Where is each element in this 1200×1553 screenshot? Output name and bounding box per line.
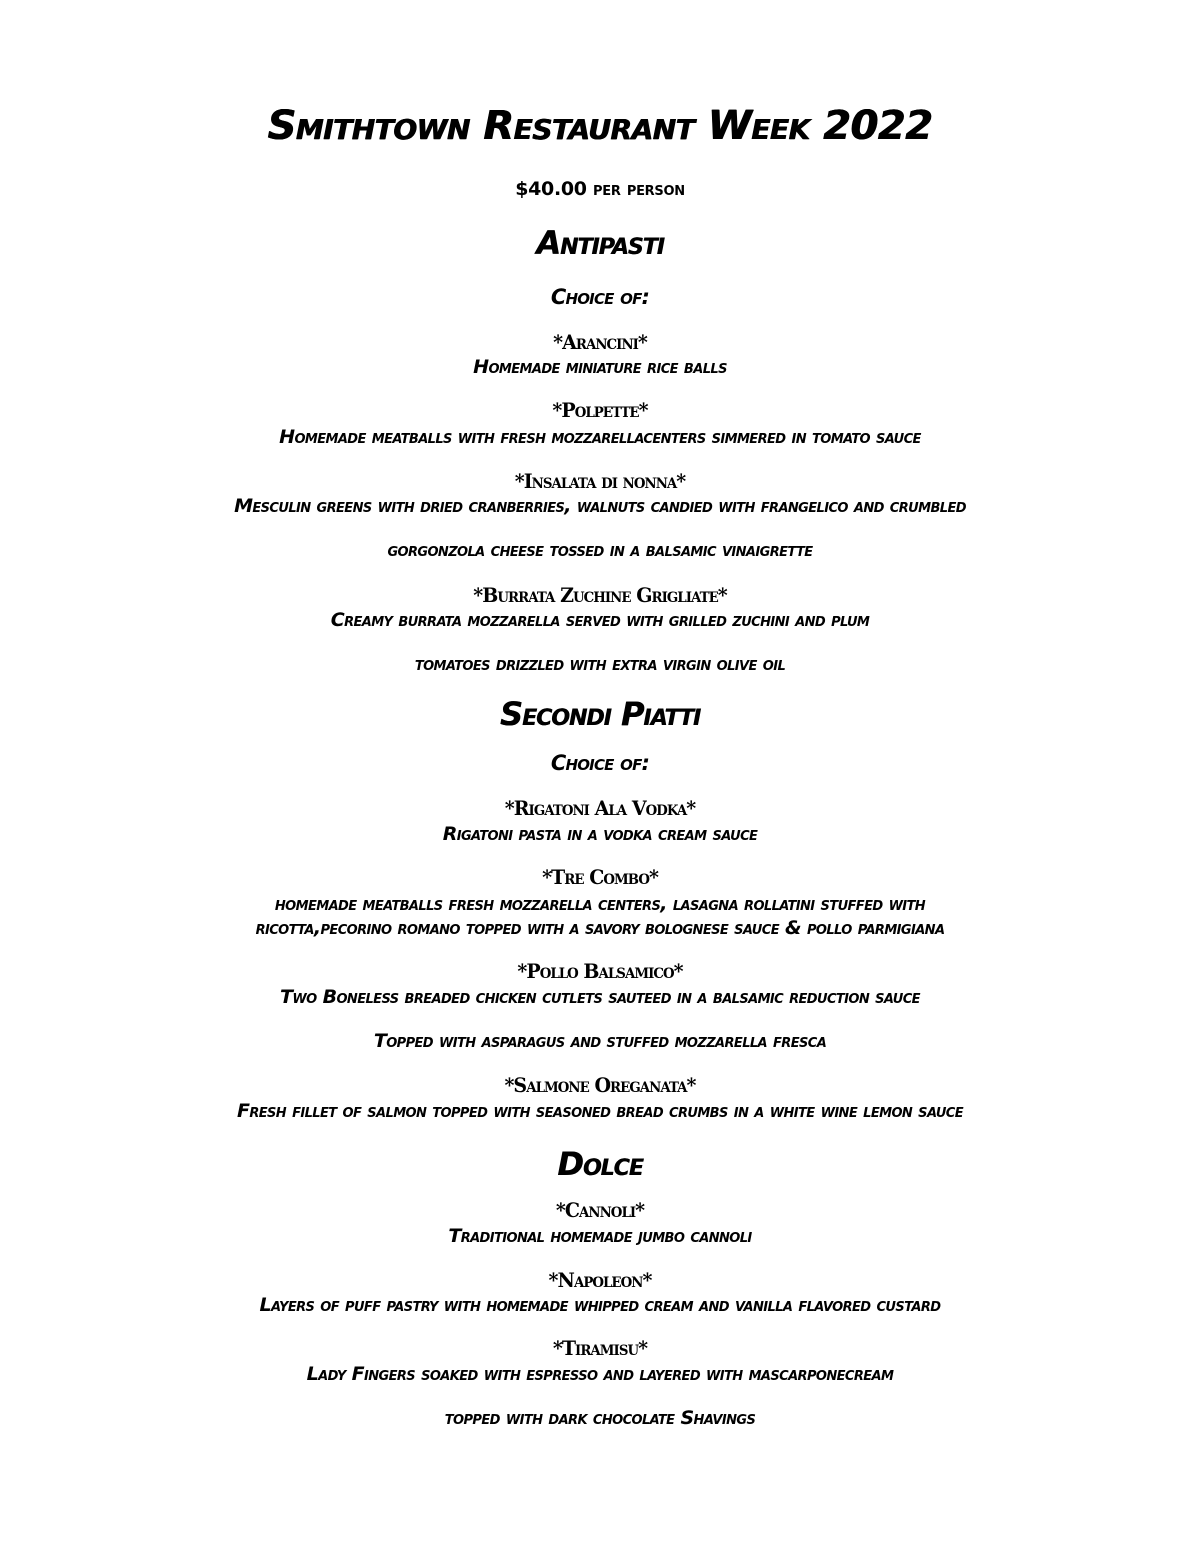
menu-item-description-pollo-balsamico-line1: Two Boneless breaded chicken cutlets sauteed in a balsamic reduction sauce xyxy=(280,986,920,1008)
menu-item-name-insalata: *Insalata di nonna* xyxy=(514,469,686,493)
menu-item-name-tiramisu: *Tiramisu* xyxy=(552,1336,648,1360)
menu-item-description-insalata-line2: gorgonzola cheese tossed in a balsamic vinaigrette xyxy=(387,539,813,561)
menu-item-name-polpette: *Polpette* xyxy=(552,398,648,422)
menu-item-description-burrata-line1: Creamy burrata mozzarella served with grilled zuchini and plum xyxy=(330,609,870,631)
section-heading-secondi-piatti: Secondi Piatti xyxy=(499,695,701,733)
section-heading-dolce: Dolce xyxy=(557,1145,643,1183)
choice-label-antipasti: Choice of: xyxy=(550,285,650,309)
menu-item-name-rigatoni: *Rigatoni Ala Vodka* xyxy=(504,796,696,820)
menu-item-name-pollo-balsamico: *Pollo Balsamico* xyxy=(517,959,683,983)
menu-item-description-tiramisu-line1: Lady Fingers soaked with espresso and layered with mascarponecream xyxy=(306,1363,894,1385)
menu-item-description-tiramisu-line2: topped with dark chocolate Shavings xyxy=(444,1407,756,1429)
menu-item-name-napoleon: *Napoleon* xyxy=(548,1268,652,1292)
menu-item-name-arancini: *Arancini* xyxy=(553,330,647,354)
page-title: Smithtown Restaurant Week 2022 xyxy=(267,103,933,149)
menu-item-description-cannoli: Traditional homemade jumbo cannoli xyxy=(448,1225,752,1247)
menu-item-description-polpette: Homemade meatballs with fresh mozzarellacenters simmered in tomato sauce xyxy=(279,426,921,448)
menu-item-description-rigatoni: Rigatoni pasta in a vodka cream sauce xyxy=(442,823,758,845)
menu-item-description-tre-combo-line1: homemade meatballs fresh mozzarella centers, lasagna rollatini stuffed with xyxy=(274,893,926,915)
menu-item-name-cannoli: *Cannoli* xyxy=(555,1198,645,1222)
menu-item-description-arancini: Homemade miniature rice balls xyxy=(473,356,727,378)
menu-item-name-tre-combo: *Tre Combo* xyxy=(542,865,658,889)
menu-item-description-insalata-line1: Mesculin greens with dried cranberries, walnuts candied with frangelico and crumbled xyxy=(234,495,966,517)
menu-item-name-burrata: *Burrata Zuchine Grigliate* xyxy=(473,583,727,607)
section-heading-antipasti: Antipasti xyxy=(536,224,664,262)
menu-item-description-napoleon: Layers of puff pastry with homemade whipped cream and vanilla flavored custard xyxy=(259,1294,941,1316)
menu-item-description-salmone: Fresh fillet of salmon topped with seasoned bread crumbs in a white wine lemon sauce xyxy=(236,1100,964,1122)
menu-item-description-burrata-line2: tomatoes drizzled with extra virgin olive oil xyxy=(414,653,786,675)
menu-item-description-pollo-balsamico-line2: Topped with asparagus and stuffed mozzarella fresca xyxy=(373,1030,827,1052)
choice-label-secondi-piatti: Choice of: xyxy=(550,751,650,775)
price-per-person: $40.00 per person xyxy=(515,178,685,200)
menu-item-name-salmone: *Salmone Oreganata* xyxy=(504,1073,696,1097)
menu-item-description-tre-combo-line2: ricotta,pecorino romano topped with a savory bolognese sauce & pollo parmigiana xyxy=(255,917,945,939)
